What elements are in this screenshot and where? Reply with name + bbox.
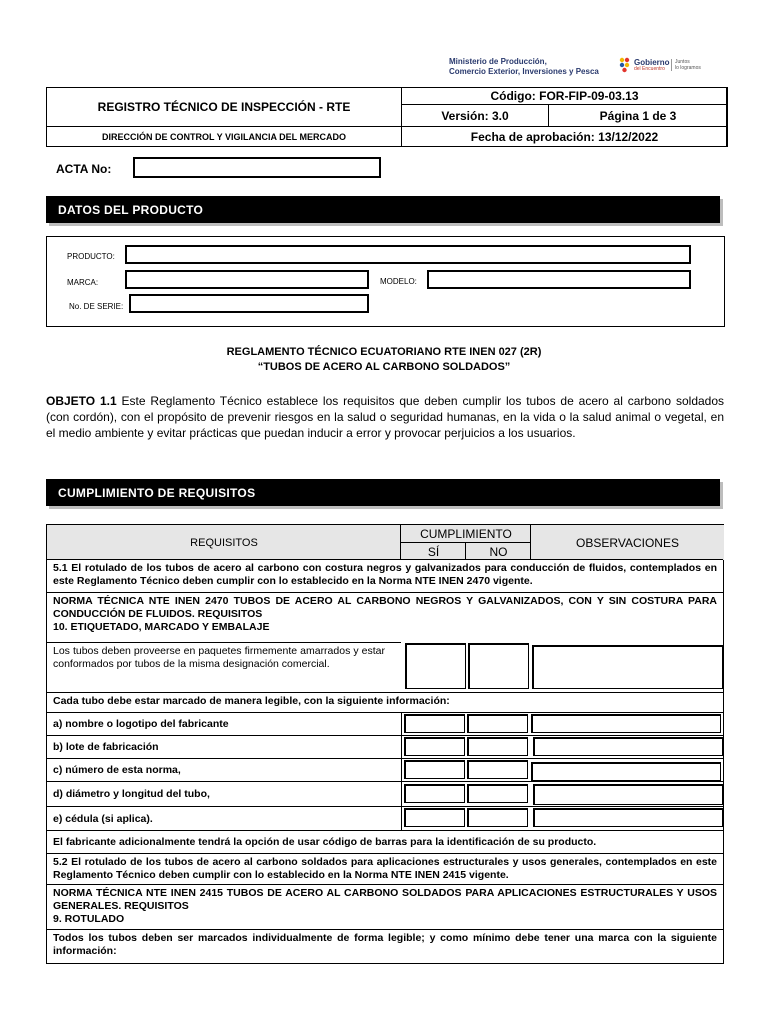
item-fabricante-no-checkbox[interactable] <box>467 714 528 733</box>
regulation-title: REGLAMENTO TÉCNICO ECUATORIANO RTE INEN 027 (2R) <box>226 346 542 358</box>
serie-label: No. DE SERIE: <box>69 302 124 311</box>
producto-field[interactable] <box>125 245 691 264</box>
item-cedula-si-checkbox[interactable] <box>404 808 465 827</box>
objeto-text: Este Reglamento Técnico establece los requisitos que deben cumplir los tubos de acero al carbono soldados (con cordón), con el propósito de prevenir riesgos en la salud o seguridad humanas, en la vida o la salud animal o vegetal, en el medio ambiente y evitar prácticas que puedan inducir a error y provocar perjuicios a los usuarios. <box>46 394 725 440</box>
item-cedula-observaciones[interactable] <box>533 808 723 827</box>
product-data-box <box>46 236 725 327</box>
marca-field[interactable] <box>125 270 369 289</box>
item-fabricante-si-checkbox[interactable] <box>404 714 465 733</box>
etiquetado-section: 10. ETIQUETADO, MARCADO Y EMBALAJE <box>53 621 270 633</box>
juntos-slogan <box>671 59 701 71</box>
item-lote-si-checkbox[interactable] <box>404 737 465 756</box>
marca-label: MARCA: <box>67 278 99 287</box>
item-cedula: e) cédula (si aplica). <box>47 806 723 830</box>
item-lote: b) lote de fabricación <box>47 735 723 758</box>
juntos-line2: lo logramos <box>675 65 701 71</box>
requirements-table <box>46 524 724 964</box>
item-norma-observaciones[interactable] <box>531 762 721 781</box>
objeto-paragraph <box>46 393 724 441</box>
item-cedula-no-checkbox[interactable] <box>467 808 528 827</box>
item-diametro: d) diámetro y longitud del tubo, <box>47 781 723 806</box>
ministry-logo-text <box>449 57 619 77</box>
rotulado-section: 9. ROTULADO <box>53 913 125 925</box>
norma-2470-title: NORMA TÉCNICA NTE INEN 2470 TUBOS DE ACERO AL CARBONO NEGROS Y GALVANIZADOS, CON Y SIN COSTURA PARA CONDUCCIÓN DE FLUIDOS. REQUISITOS <box>53 595 717 620</box>
item-fabricante-observaciones[interactable] <box>531 714 721 733</box>
objeto-label: OBJETO 1.1 <box>46 394 117 408</box>
cada-tubo-instruction: Cada tubo debe estar marcado de manera legible, con la siguiente información: <box>47 692 723 712</box>
producto-label: PRODUCTO: <box>67 252 115 261</box>
requirement-5-2: 5.2 El rotulado de los tubos de acero al carbono soldados para aplicaciones estructurales y usos generales, contemplados en este Reglamento Técnico deben cumplir con lo establecido en la Norma NTE INEN 2415 vigente. <box>47 853 723 884</box>
col-si-header: SÍ <box>400 542 466 560</box>
acta-label: ACTA No: <box>56 162 112 176</box>
serie-field[interactable] <box>129 294 369 313</box>
col-no-header: NO <box>465 542 531 560</box>
paquetes-no-checkbox[interactable] <box>468 643 529 689</box>
ministry-name-line1: Ministerio de Producción, <box>449 57 547 66</box>
item-diametro-si-checkbox[interactable] <box>404 784 465 803</box>
codigo-barras-note: El fabricante adicionalmente tendrá la opción de usar código de barras para la identificación de su producto. <box>47 830 723 853</box>
item-diametro-no-checkbox[interactable] <box>467 784 528 803</box>
item-norma-no-checkbox[interactable] <box>467 760 528 779</box>
norma-2415-title: NORMA TÉCNICA NTE INEN 2415 TUBOS DE ACERO AL CARBONO SOLDADOS PARA APLICACIONES ESTRUCTURALES Y USOS GENERALES. REQUISITOS <box>53 887 717 912</box>
gobierno-label: Gobierno <box>634 58 670 67</box>
paquetes-observaciones-field[interactable] <box>532 645 723 689</box>
col-requisitos-header: REQUISITOS <box>46 524 401 560</box>
item-lote-observaciones[interactable] <box>533 737 723 756</box>
item-lote-no-checkbox[interactable] <box>467 737 528 756</box>
todos-tubos-instruction: Todos los tubos deben ser marcados individualmente de forma legible; y como mínimo debe tener una marca con la siguiente información: <box>47 929 723 964</box>
requirement-5-1: 5.1 El rotulado de los tubos de acero al carbono con costura negros y galvanizados para conducción de fluidos, contemplados en este Reglamento Técnico deben cumplir con lo establecido en la Norma NTE INEN 2470 vigente. <box>47 559 723 592</box>
gobierno-logo-text <box>634 59 670 73</box>
paquetes-si-checkbox[interactable] <box>405 643 466 689</box>
document-header-table <box>46 87 727 147</box>
column-divider <box>401 712 402 830</box>
col-cumplimiento-header: CUMPLIMIENTO <box>400 524 531 543</box>
regulation-subtitle: “TUBOS DE ACERO AL CARBONO SOLDADOS” <box>257 361 511 373</box>
item-norma: c) número de esta norma, <box>47 758 723 781</box>
item-diametro-observaciones[interactable] <box>533 784 723 805</box>
acta-number-field[interactable] <box>133 157 381 178</box>
item-norma-si-checkbox[interactable] <box>404 760 465 779</box>
product-data-heading: DATOS DEL PRODUCTO <box>46 196 720 223</box>
document-subtitle: DIRECCIÓN DE CONTROL Y VIGILANCIA DEL MERCADO <box>46 126 402 147</box>
document-title: REGISTRO TÉCNICO DE INSPECCIÓN - RTE <box>46 87 402 127</box>
item-fabricante: a) nombre o logotipo del fabricante <box>47 712 723 735</box>
gobierno-sub-label: del Encuentro <box>634 66 665 72</box>
document-version: Versión: 3.0 <box>401 104 549 127</box>
paquetes-requirement: Los tubos deben proveerse en paquetes firmemente amarrados y estar conformados por tubos de la misma designación comercial. <box>47 642 401 692</box>
norma-2415-block <box>47 884 723 929</box>
juntos-line1: Juntos <box>675 59 690 65</box>
compliance-heading: CUMPLIMIENTO DE REQUISITOS <box>46 479 720 506</box>
norma-2470-block <box>47 592 723 642</box>
col-observaciones-header: OBSERVACIONES <box>530 524 724 560</box>
gobierno-logo-icon <box>617 55 633 75</box>
document-page: Página 1 de 3 <box>548 104 728 127</box>
modelo-label: MODELO: <box>380 277 417 286</box>
modelo-field[interactable] <box>427 270 691 289</box>
approval-date: Fecha de aprobación: 13/12/2022 <box>401 126 728 147</box>
document-code: Código: FOR-FIP-09-03.13 <box>401 87 728 105</box>
ministry-name-line2: Comercio Exterior, Inversiones y Pesca <box>449 67 599 76</box>
